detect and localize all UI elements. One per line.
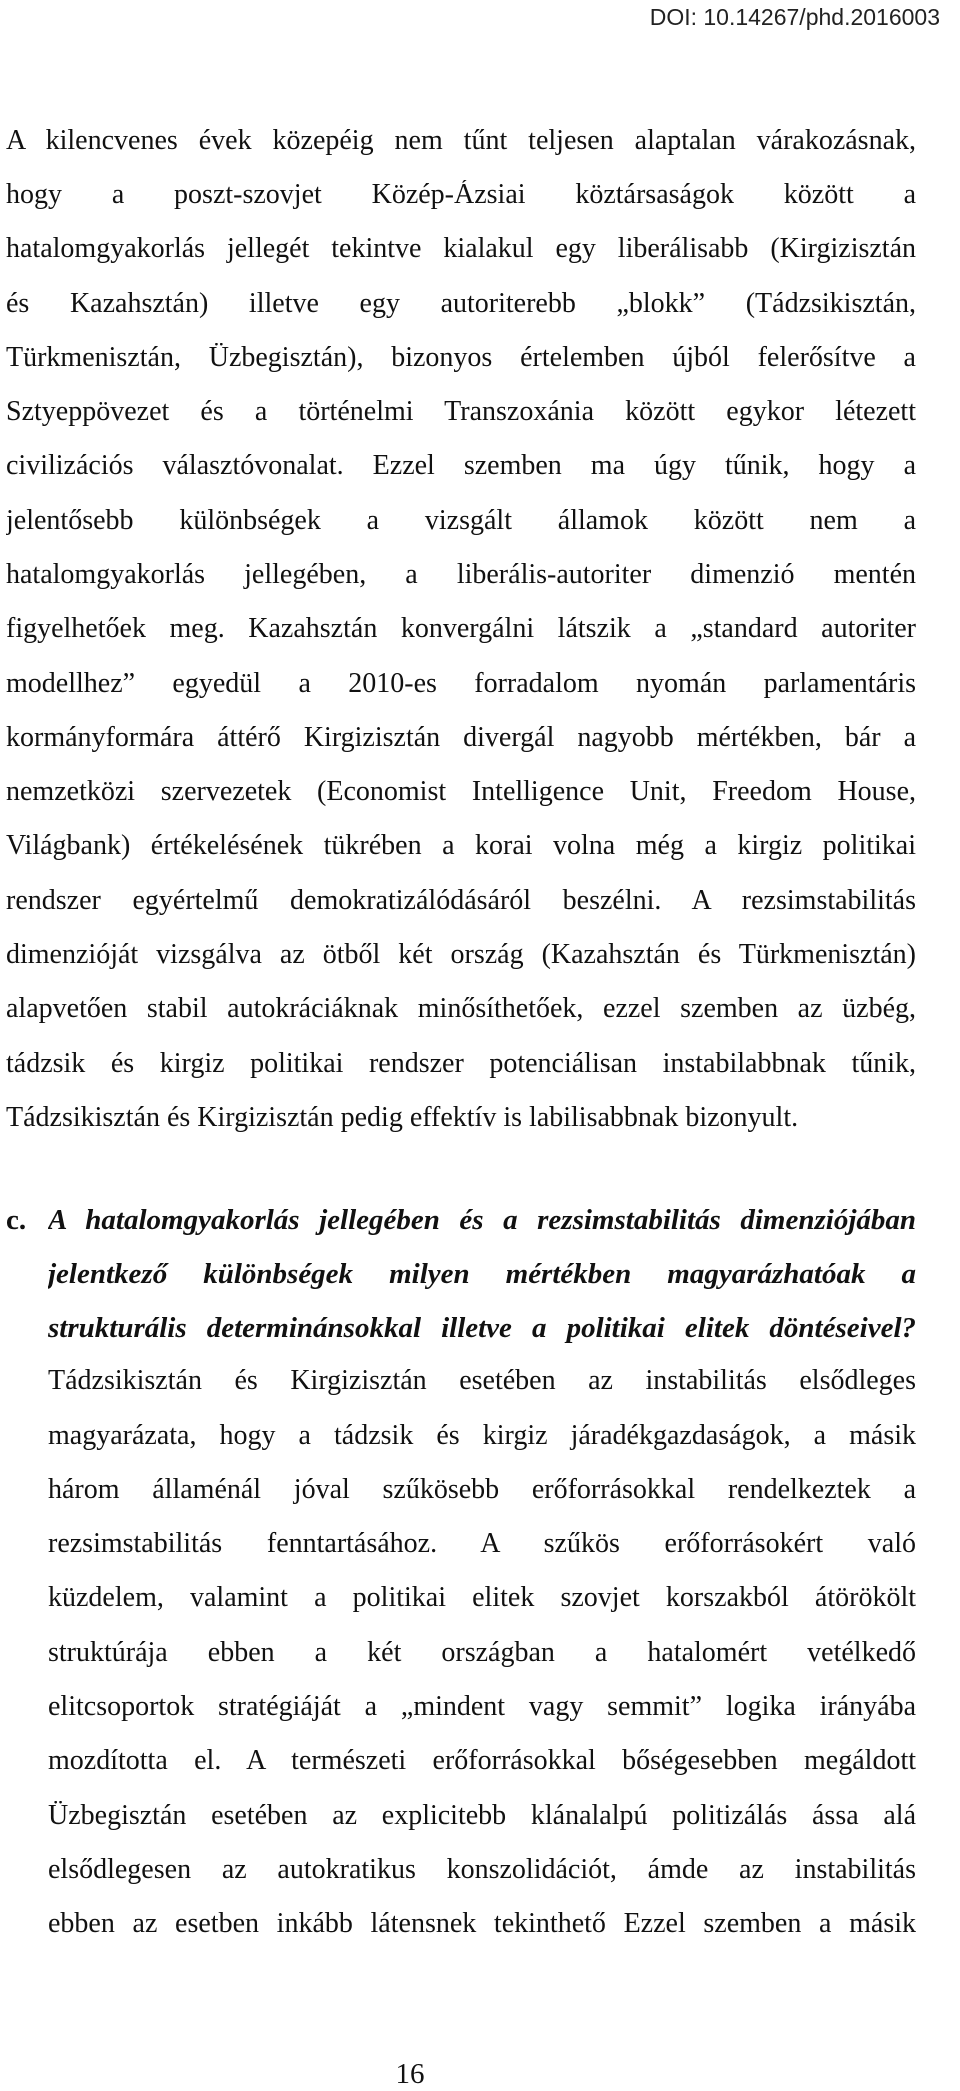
- text-line: dimenzióját vizsgálva az ötből két ország (Kazahsztán és Türkmenisztán): [6, 940, 916, 970]
- text-line: struktúrája ebben a két országban a hatalomért vetélkedő: [48, 1638, 916, 1668]
- section-heading-line: A hatalomgyakorlás jellegében és a rezsimstabilitás dimenziójában: [48, 1204, 916, 1236]
- text-line: elsődlegesen az autokratikus konszolidációt, ámde az instabilitás: [48, 1855, 916, 1885]
- text-line: és Kazahsztán) illetve egy autoriterebb „blokk” (Tádzsikisztán,: [6, 289, 916, 319]
- text-line: kormányformára áttérő Kirgizisztán divergál nagyobb mértékben, bár a: [6, 723, 916, 753]
- text-line: ebben az esetben inkább látensnek tekinthető Ezzel szemben a másik: [48, 1909, 916, 1939]
- text-line: mozdította el. A természeti erőforrásokkal bőségesebben megáldott: [48, 1746, 916, 1776]
- text-line: hatalomgyakorlás jellegét tekintve kialakul egy liberálisabb (Kirgizisztán: [6, 234, 916, 264]
- text-line: rezsimstabilitás fenntartásához. A szűkös erőforrásokért való: [48, 1529, 916, 1559]
- text-line: figyelhetőek meg. Kazahsztán konvergálni látszik a „standard autoriter: [6, 614, 916, 644]
- text-line: alapvetően stabil autokráciáknak minősíthetőek, ezzel szemben az üzbég,: [6, 994, 916, 1024]
- text-line: rendszer egyértelmű demokratizálódásáról beszélni. A rezsimstabilitás: [6, 886, 916, 916]
- section-label: c.: [6, 1204, 27, 1236]
- text-line: elitcsoportok stratégiáját a „mindent vagy semmit” logika irányába: [48, 1692, 916, 1722]
- text-line: Tádzsikisztán és Kirgizisztán esetében az instabilitás elsődleges: [48, 1366, 916, 1396]
- text-line: A kilencvenes évek közepéig nem tűnt teljesen alaptalan várakozásnak,: [6, 126, 916, 156]
- page-number: 16: [395, 2058, 425, 2090]
- text-line: hogy a poszt-szovjet Közép-Ázsiai köztársaságok között a: [6, 180, 916, 210]
- text-line: nemzetközi szervezetek (Economist Intelligence Unit, Freedom House,: [6, 777, 916, 807]
- section-heading-line: jelentkező különbségek milyen mértékben magyarázhatóak a: [48, 1258, 916, 1290]
- section-heading-line: strukturális determinánsokkal illetve a politikai elitek döntéseivel?: [48, 1312, 916, 1344]
- text-line: hatalomgyakorlás jellegében, a liberális-autoriter dimenzió mentén: [6, 560, 916, 590]
- text-line: Világbank) értékelésének tükrében a korai volna még a kirgiz politikai: [6, 831, 916, 861]
- text-line: küzdelem, valamint a politikai elitek szovjet korszakból átörökölt: [48, 1583, 916, 1613]
- text-line: tádzsik és kirgiz politikai rendszer potenciálisan instabilabbnak tűnik,: [6, 1049, 916, 1079]
- text-line: modellhez” egyedül a 2010-es forradalom nyomán parlamentáris: [6, 669, 916, 699]
- text-line: magyarázata, hogy a tádzsik és kirgiz járadékgazdaságok, a másik: [48, 1421, 916, 1451]
- text-line: jelentősebb különbségek a vizsgált államok között nem a: [6, 506, 916, 536]
- text-line: Sztyeppövezet és a történelmi Transzoxánia között egykor létezett: [6, 397, 916, 427]
- text-line: három államénál jóval szűkösebb erőforrásokkal rendelkeztek a: [48, 1475, 916, 1505]
- text-line: civilizációs választóvonalat. Ezzel szemben ma úgy tűnik, hogy a: [6, 451, 916, 481]
- text-line: Türkmenisztán, Üzbegisztán), bizonyos értelemben újból felerősítve a: [6, 343, 916, 373]
- text-line: Tádzsikisztán és Kirgizisztán pedig effektív is labilisabbnak bizonyult.: [6, 1103, 799, 1133]
- doi-header: DOI: 10.14267/phd.2016003: [649, 4, 940, 30]
- text-line: Üzbegisztán esetében az explicitebb klánalalpú politizálás ássa alá: [48, 1801, 916, 1831]
